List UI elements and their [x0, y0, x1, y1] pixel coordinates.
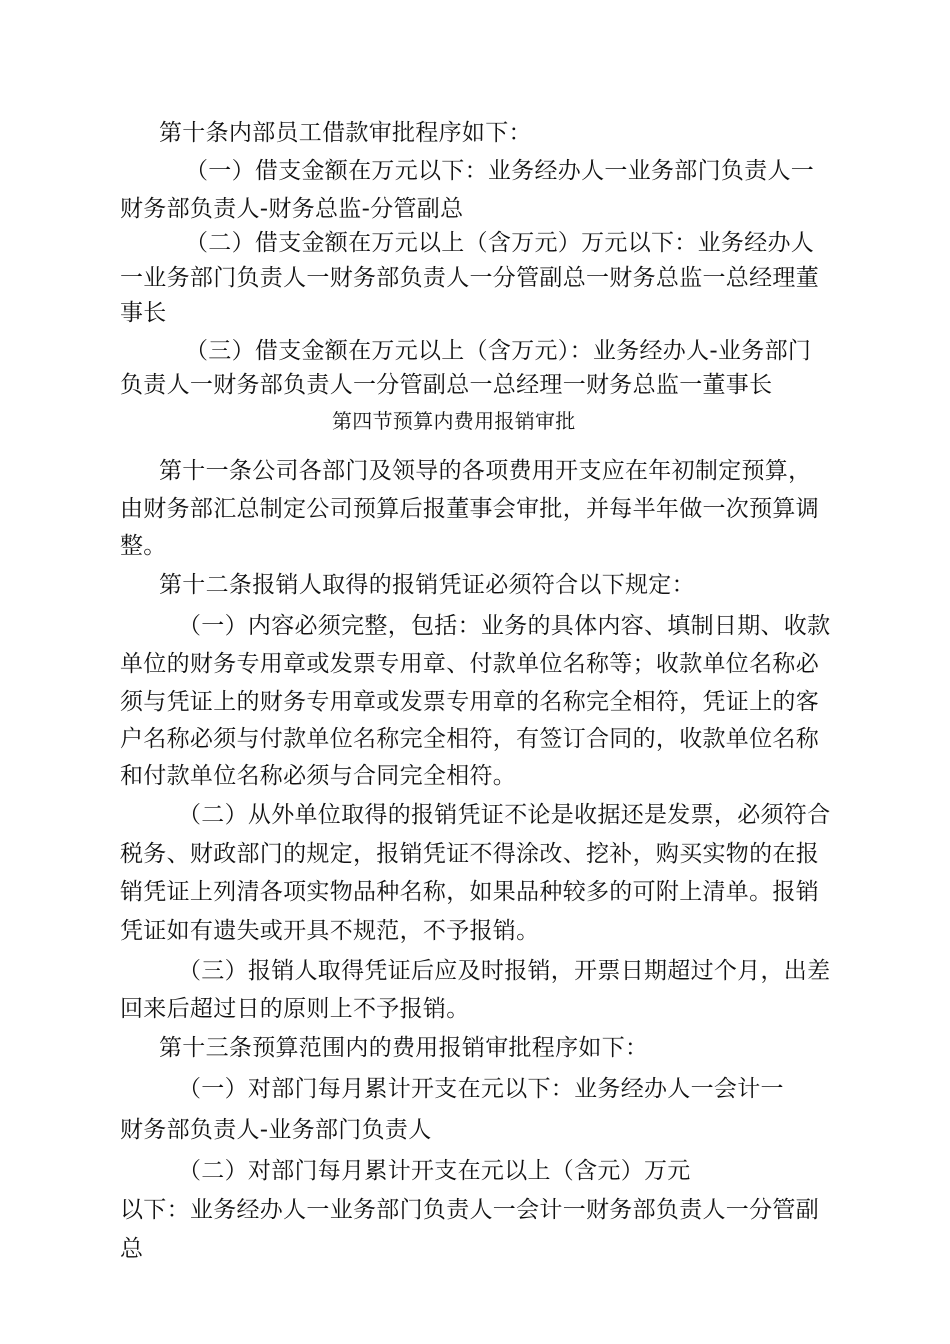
section-4-heading: 第四节预算内费用报销审批 — [332, 409, 576, 433]
article-12-item-3-line-2: 回来后超过日的原则上不予报销。 — [120, 996, 470, 1022]
article-13-title: 第十三条预算范围内的费用报销审批程序如下： — [159, 1035, 649, 1061]
article-10-item-1-line-2: 财务部负责人-财务总监-分管副总 — [120, 196, 464, 222]
article-12-item-3-line-1: （三）报销人取得凭证后应及时报销，开票日期超过个月，出差 — [178, 958, 831, 984]
article-10-item-1-line-1: （一）借支金额在万元以下：业务经办人一业务部门负责人一 — [185, 158, 815, 184]
article-10-item-2-line-1: （二）借支金额在万元以上（含万元）万元以下：业务经办人 — [185, 230, 815, 256]
article-12-item-1-line-4: 户名称必须与付款单位名称完全相符，有签订合同的，收款单位名称 — [120, 726, 819, 752]
article-12-item-2-line-3: 销凭证上列清各项实物品种名称，如果品种较多的可附上清单。报销 — [120, 879, 819, 905]
article-10-item-2-line-3: 事长 — [120, 300, 167, 326]
article-12-item-2-line-2: 税务、财政部门的规定，报销凭证不得涂改、挖补，购买实物的在报 — [120, 841, 819, 867]
article-12-item-2-line-1: （二）从外单位取得的报销凭证不论是收据还是发票，必须符合 — [178, 802, 831, 828]
article-11-line-1: 第十一条公司各部门及领导的各项费用开支应在年初制定预算， — [159, 458, 812, 484]
article-13-item-2-line-3: 总 — [120, 1236, 144, 1262]
article-10-item-3-line-1: （三）借支金额在万元以上（含万元）：业务经办人-业务部门 — [185, 338, 812, 364]
article-12-item-1-line-1: （一）内容必须完整，包括：业务的具体内容、填制日期、收款 — [178, 613, 831, 639]
article-13-item-1-line-1: （一）对部门每月累计开支在元以下：业务经办人一会计一 — [178, 1076, 784, 1102]
article-12-item-1-line-5: 和付款单位名称必须与合同完全相符。 — [120, 763, 517, 789]
article-12-item-2-line-4: 凭证如有遗失或开具不规范，不予报销。 — [120, 918, 540, 944]
article-13-item-2-line-2: 以下：业务经办人一业务部门负责人一会计一财务部负责人一分管副 — [120, 1197, 819, 1223]
article-12-title: 第十二条报销人取得的报销凭证必须符合以下规定： — [159, 572, 695, 598]
article-10-item-2-line-2: 一业务部门负责人一财务部负责人一分管副总一财务总监一总经理董 — [120, 265, 819, 291]
article-11-line-3: 整。 — [120, 533, 167, 559]
article-10-title: 第十条内部员工借款审批程序如下： — [159, 120, 532, 146]
article-12-item-1-line-3: 须与凭证上的财务专用章或发票专用章的名称完全相符，凭证上的客 — [120, 689, 819, 715]
article-11-line-2: 由财务部汇总制定公司预算后报董事会审批，并每半年做一次预算调 — [120, 496, 819, 522]
article-13-item-2-line-1: （二）对部门每月累计开支在元以上（含元）万元 — [178, 1158, 691, 1184]
article-13-item-1-line-2: 财务部负责人-业务部门负责人 — [120, 1117, 432, 1143]
article-12-item-1-line-2: 单位的财务专用章或发票专用章、付款单位名称等；收款单位名称必 — [120, 651, 819, 677]
article-10-item-3-line-2: 负责人一财务部负责人一分管副总一总经理一财务总监一董事长 — [120, 372, 773, 398]
